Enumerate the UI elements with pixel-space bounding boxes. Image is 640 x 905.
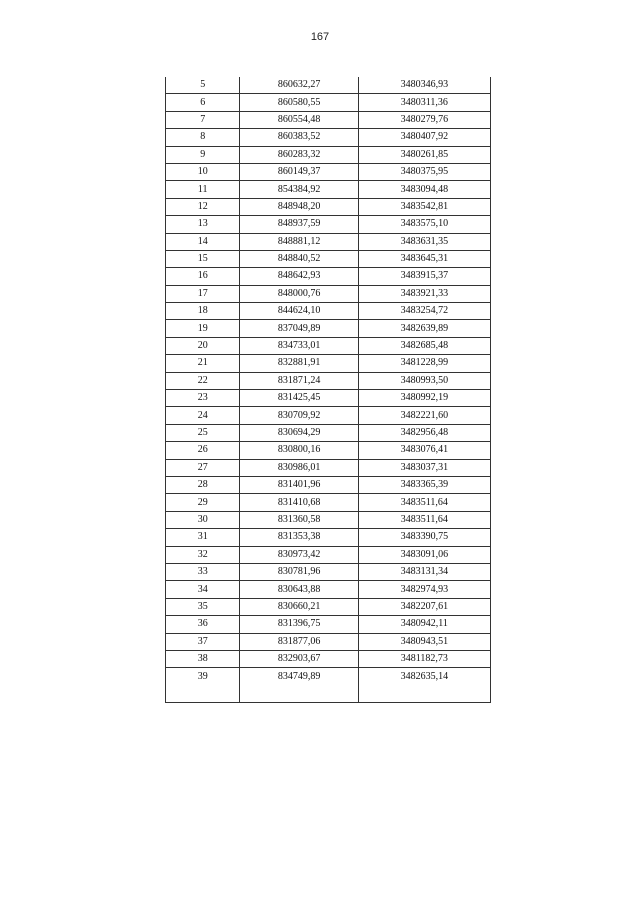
coordinates-table-body — [166, 77, 491, 703]
table-row — [166, 390, 491, 407]
y-coordinate-cell: 3483645,31 — [358, 250, 490, 267]
y-coordinate-cell: 3480942,11 — [358, 616, 490, 633]
y-coordinate-cell: 3483131,34 — [358, 563, 490, 580]
x-coordinate-cell: 844624,10 — [240, 303, 358, 320]
x-coordinate-cell: 830800,16 — [240, 442, 358, 459]
y-coordinate-cell: 3480407,92 — [358, 129, 490, 146]
x-coordinate-cell: 830781,96 — [240, 563, 358, 580]
x-coordinate-cell: 860632,27 — [240, 77, 358, 94]
x-coordinate-cell: 860554,48 — [240, 111, 358, 128]
x-coordinate-cell: 848881,12 — [240, 233, 358, 250]
x-coordinate-cell: 848000,76 — [240, 285, 358, 302]
y-coordinate-cell: 3483915,37 — [358, 268, 490, 285]
x-coordinate-cell: 831396,75 — [240, 616, 358, 633]
point-number-cell: 21 — [166, 355, 240, 372]
x-coordinate-cell: 834733,01 — [240, 337, 358, 354]
point-number-cell: 38 — [166, 650, 240, 667]
y-coordinate-cell: 3483091,06 — [358, 546, 490, 563]
point-number-cell: 22 — [166, 372, 240, 389]
x-coordinate-cell: 860580,55 — [240, 94, 358, 111]
point-number-cell: 6 — [166, 94, 240, 111]
table-row — [166, 511, 491, 528]
point-number-cell: 39 — [166, 668, 240, 703]
x-coordinate-cell: 831401,96 — [240, 476, 358, 493]
y-coordinate-cell: 3483921,33 — [358, 285, 490, 302]
y-coordinate-cell: 3480261,85 — [358, 146, 490, 163]
y-coordinate-cell: 3480346,93 — [358, 77, 490, 94]
y-coordinate-cell: 3483390,75 — [358, 529, 490, 546]
point-number-cell: 31 — [166, 529, 240, 546]
x-coordinate-cell: 860149,37 — [240, 163, 358, 180]
y-coordinate-cell: 3483076,41 — [358, 442, 490, 459]
table-row — [166, 650, 491, 667]
table-row — [166, 250, 491, 267]
point-number-cell: 37 — [166, 633, 240, 650]
y-coordinate-cell: 3482639,89 — [358, 320, 490, 337]
point-number-cell: 36 — [166, 616, 240, 633]
y-coordinate-cell: 3483037,31 — [358, 459, 490, 476]
x-coordinate-cell: 830694,29 — [240, 424, 358, 441]
point-number-cell: 7 — [166, 111, 240, 128]
point-number-cell: 30 — [166, 511, 240, 528]
table-row — [166, 129, 491, 146]
table-row — [166, 668, 491, 703]
x-coordinate-cell: 831871,24 — [240, 372, 358, 389]
point-number-cell: 9 — [166, 146, 240, 163]
y-coordinate-cell: 3483575,10 — [358, 216, 490, 233]
table-row — [166, 94, 491, 111]
x-coordinate-cell: 854384,92 — [240, 181, 358, 198]
table-row — [166, 163, 491, 180]
table-row — [166, 563, 491, 580]
x-coordinate-cell: 831877,06 — [240, 633, 358, 650]
table-row — [166, 111, 491, 128]
y-coordinate-cell: 3480943,51 — [358, 633, 490, 650]
table-row — [166, 233, 491, 250]
point-number-cell: 13 — [166, 216, 240, 233]
y-coordinate-cell: 3483511,64 — [358, 511, 490, 528]
x-coordinate-cell: 848937,59 — [240, 216, 358, 233]
table-row — [166, 198, 491, 215]
table-row — [166, 546, 491, 563]
point-number-cell: 26 — [166, 442, 240, 459]
x-coordinate-cell: 831353,38 — [240, 529, 358, 546]
point-number-cell: 15 — [166, 250, 240, 267]
y-coordinate-cell: 3483254,72 — [358, 303, 490, 320]
x-coordinate-cell: 831425,45 — [240, 390, 358, 407]
y-coordinate-cell: 3482207,61 — [358, 598, 490, 615]
point-number-cell: 24 — [166, 407, 240, 424]
point-number-cell: 34 — [166, 581, 240, 598]
x-coordinate-cell: 860383,52 — [240, 129, 358, 146]
point-number-cell: 25 — [166, 424, 240, 441]
y-coordinate-cell: 3481228,99 — [358, 355, 490, 372]
table-row — [166, 476, 491, 493]
x-coordinate-cell: 830973,42 — [240, 546, 358, 563]
x-coordinate-cell: 830660,21 — [240, 598, 358, 615]
table-row — [166, 285, 491, 302]
point-number-cell: 16 — [166, 268, 240, 285]
point-number-cell: 27 — [166, 459, 240, 476]
table-row — [166, 581, 491, 598]
y-coordinate-cell: 3482635,14 — [358, 668, 490, 703]
x-coordinate-cell: 830986,01 — [240, 459, 358, 476]
y-coordinate-cell: 3483542,81 — [358, 198, 490, 215]
table-row — [166, 633, 491, 650]
page-number: 167 — [310, 31, 330, 43]
table-row — [166, 355, 491, 372]
table-row — [166, 598, 491, 615]
point-number-cell: 8 — [166, 129, 240, 146]
x-coordinate-cell: 848642,93 — [240, 268, 358, 285]
point-number-cell: 20 — [166, 337, 240, 354]
x-coordinate-cell: 860283,32 — [240, 146, 358, 163]
y-coordinate-cell: 3480311,36 — [358, 94, 490, 111]
table-row — [166, 303, 491, 320]
table-row — [166, 616, 491, 633]
x-coordinate-cell: 834749,89 — [240, 668, 358, 703]
point-number-cell: 35 — [166, 598, 240, 615]
x-coordinate-cell: 848840,52 — [240, 250, 358, 267]
x-coordinate-cell: 830643,88 — [240, 581, 358, 598]
point-number-cell: 11 — [166, 181, 240, 198]
point-number-cell: 33 — [166, 563, 240, 580]
point-number-cell: 29 — [166, 494, 240, 511]
y-coordinate-cell: 3482221,60 — [358, 407, 490, 424]
point-number-cell: 28 — [166, 476, 240, 493]
table-row — [166, 77, 491, 94]
table-row — [166, 216, 491, 233]
y-coordinate-cell: 3483511,64 — [358, 494, 490, 511]
y-coordinate-cell: 3480992,19 — [358, 390, 490, 407]
coordinates-table — [165, 77, 491, 703]
y-coordinate-cell: 3480279,76 — [358, 111, 490, 128]
table-row — [166, 268, 491, 285]
y-coordinate-cell: 3482974,93 — [358, 581, 490, 598]
table-row — [166, 442, 491, 459]
point-number-cell: 19 — [166, 320, 240, 337]
table-row — [166, 372, 491, 389]
point-number-cell: 10 — [166, 163, 240, 180]
point-number-cell: 5 — [166, 77, 240, 94]
y-coordinate-cell: 3483631,35 — [358, 233, 490, 250]
table-row — [166, 459, 491, 476]
x-coordinate-cell: 837049,89 — [240, 320, 358, 337]
y-coordinate-cell: 3482956,48 — [358, 424, 490, 441]
point-number-cell: 23 — [166, 390, 240, 407]
table-row — [166, 181, 491, 198]
x-coordinate-cell: 832903,67 — [240, 650, 358, 667]
x-coordinate-cell: 848948,20 — [240, 198, 358, 215]
y-coordinate-cell: 3481182,73 — [358, 650, 490, 667]
point-number-cell: 17 — [166, 285, 240, 302]
point-number-cell: 32 — [166, 546, 240, 563]
y-coordinate-cell: 3480993,50 — [358, 372, 490, 389]
table-row — [166, 494, 491, 511]
table-row — [166, 146, 491, 163]
y-coordinate-cell: 3480375,95 — [358, 163, 490, 180]
x-coordinate-cell: 831410,68 — [240, 494, 358, 511]
x-coordinate-cell: 832881,91 — [240, 355, 358, 372]
y-coordinate-cell: 3482685,48 — [358, 337, 490, 354]
point-number-cell: 12 — [166, 198, 240, 215]
point-number-cell: 18 — [166, 303, 240, 320]
point-number-cell: 14 — [166, 233, 240, 250]
y-coordinate-cell: 3483365,39 — [358, 476, 490, 493]
x-coordinate-cell: 831360,58 — [240, 511, 358, 528]
x-coordinate-cell: 830709,92 — [240, 407, 358, 424]
table-row — [166, 337, 491, 354]
table-row — [166, 407, 491, 424]
table-row — [166, 424, 491, 441]
y-coordinate-cell: 3483094,48 — [358, 181, 490, 198]
table-row — [166, 320, 491, 337]
table-row — [166, 529, 491, 546]
